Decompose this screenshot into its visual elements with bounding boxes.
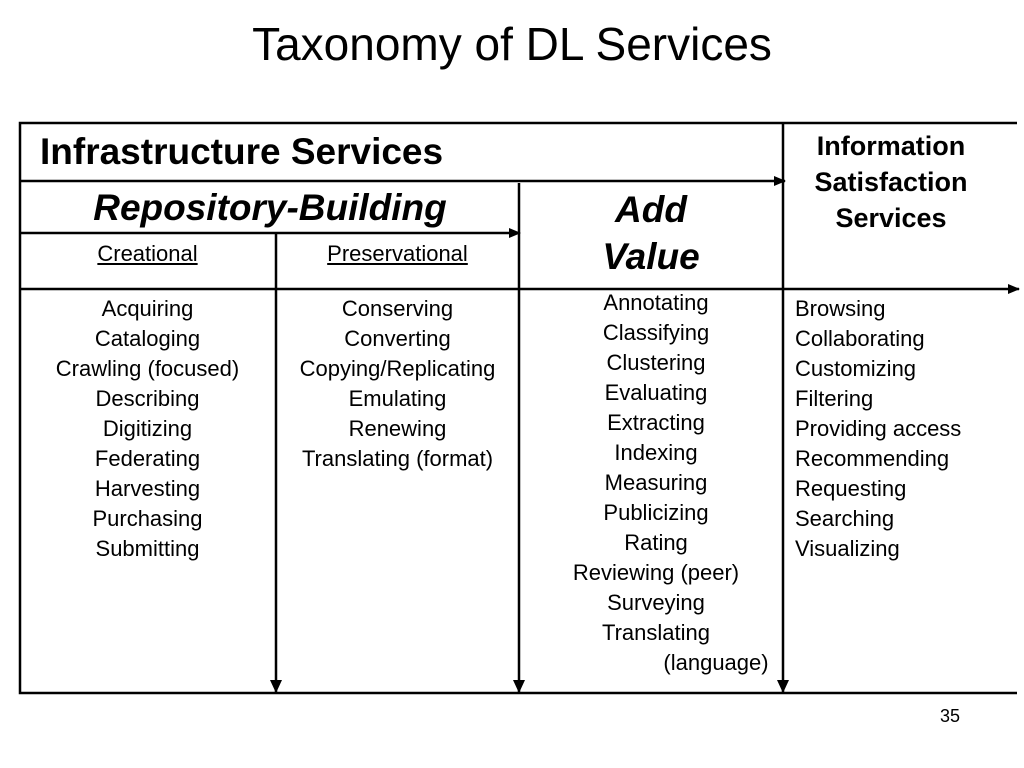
- infrastructure-services-heading: Infrastructure Services: [40, 131, 444, 172]
- information-heading-line: Services: [835, 203, 947, 233]
- list-item: Customizing: [795, 356, 917, 381]
- repository-building-heading: Repository-Building: [93, 187, 447, 228]
- information-heading-line: Information: [816, 131, 966, 161]
- list-item: Copying/Replicating: [299, 356, 496, 381]
- list-item: Providing access: [795, 416, 962, 441]
- list-item: Digitizing: [102, 416, 193, 441]
- add-value-heading-line: Value: [602, 236, 700, 277]
- list-item: Conserving: [341, 296, 454, 321]
- creational-list: [20, 294, 275, 564]
- list-item: Indexing: [614, 440, 698, 465]
- list-item: Describing: [95, 386, 200, 411]
- list-item: Collaborating: [795, 326, 925, 351]
- list-item: Cataloging: [94, 326, 201, 351]
- list-item: Emulating: [348, 386, 447, 411]
- list-item: Publicizing: [603, 500, 709, 525]
- list-item: Submitting: [95, 536, 200, 561]
- list-item: Extracting: [607, 410, 705, 435]
- list-item: Harvesting: [94, 476, 201, 501]
- list-item: Classifying: [602, 320, 710, 345]
- page-number: 35: [939, 706, 961, 726]
- list-item: Visualizing: [795, 536, 900, 561]
- add-value-heading-line: Add: [615, 189, 687, 230]
- list-item: Translating: [601, 620, 710, 645]
- list-item: Clustering: [606, 350, 706, 375]
- list-item: Federating: [94, 446, 201, 471]
- add-value-heading: [520, 186, 782, 280]
- list-item: Purchasing: [92, 506, 203, 531]
- information-heading-line: Satisfaction: [814, 167, 968, 197]
- list-item: Recommending: [795, 446, 950, 471]
- list-item: (language): [663, 650, 769, 675]
- information-satisfaction-list: [795, 294, 1023, 564]
- information-satisfaction-heading: [786, 128, 996, 236]
- list-item: Measuring: [604, 470, 708, 495]
- list-item: Acquiring: [101, 296, 194, 321]
- preservational-heading: Preservational: [327, 241, 468, 266]
- list-item: Filtering: [795, 386, 874, 411]
- list-item: Renewing: [348, 416, 447, 441]
- list-item: Annotating: [603, 290, 709, 315]
- add-value-list: [520, 288, 792, 678]
- arrow-down-creational: [270, 680, 282, 693]
- list-item: Browsing: [795, 296, 886, 321]
- creational-heading: Creational: [97, 241, 198, 266]
- arrow-down-addvalue: [777, 680, 789, 693]
- list-item: Surveying: [607, 590, 705, 615]
- list-item: Rating: [624, 530, 688, 555]
- list-item: Translating (format): [301, 446, 494, 471]
- arrow-down-preservational: [513, 680, 525, 693]
- list-item: Crawling (focused): [55, 356, 240, 381]
- list-item: Reviewing (peer): [572, 560, 740, 585]
- preservational-list: [277, 294, 518, 474]
- list-item: Searching: [795, 506, 895, 531]
- slide-title: Taxonomy of DL Services: [252, 18, 772, 70]
- list-item: Converting: [344, 326, 451, 351]
- list-item: Requesting: [795, 476, 907, 501]
- list-item: Evaluating: [604, 380, 708, 405]
